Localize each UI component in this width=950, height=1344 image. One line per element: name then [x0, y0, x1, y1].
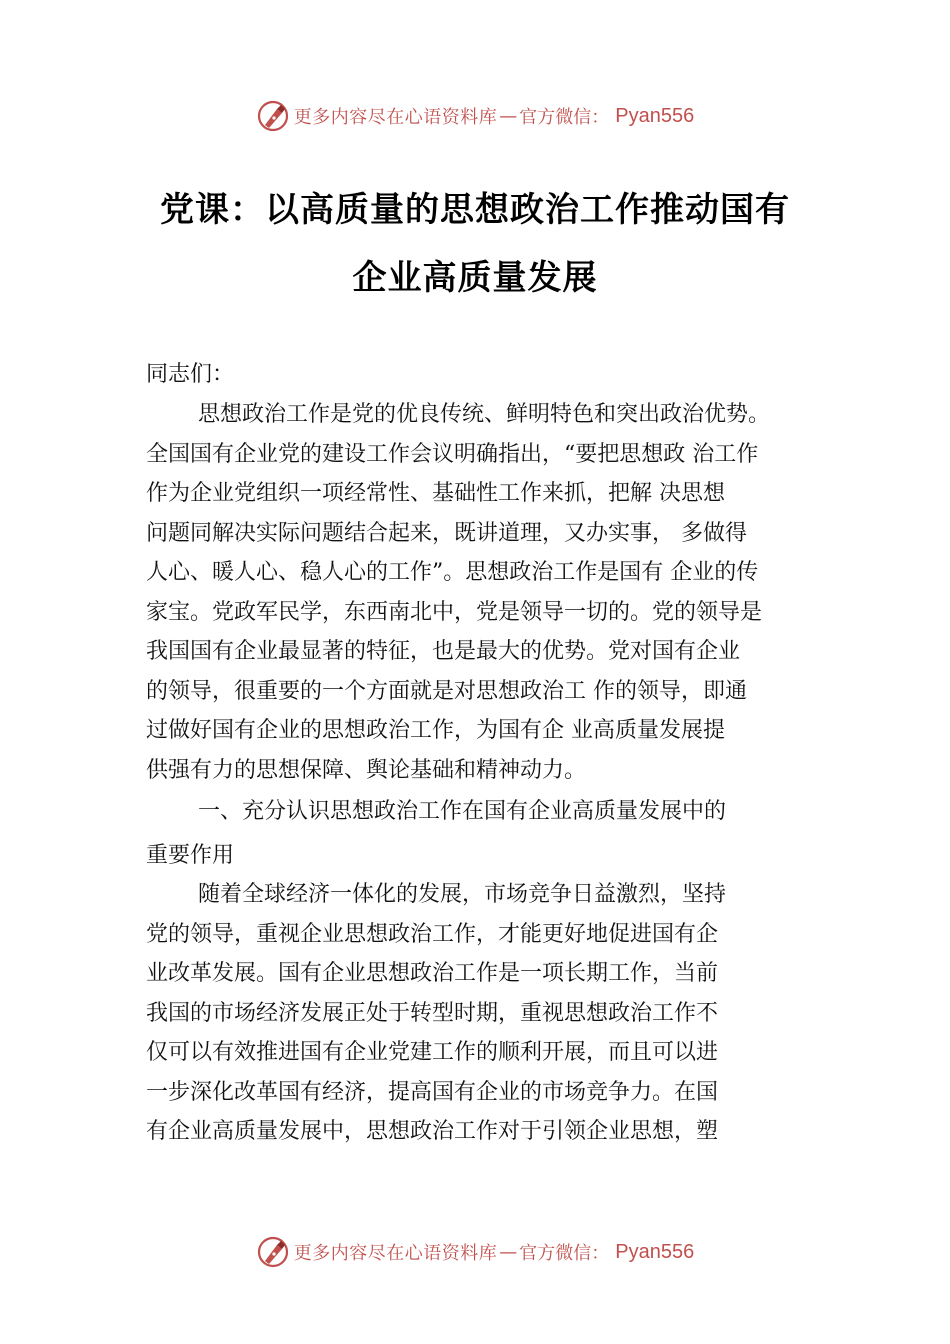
paragraph-line: 过做好国有企业的思想政治工作，为国有企 业高质量发展提 — [146, 718, 725, 743]
paragraph-line: 党的领导，重视企业思想政治工作，才能更好地促进国有企 — [146, 921, 719, 947]
paragraph-line: 随着全球经济一体化的发展，市场竞争日益激烈，坚持 — [198, 882, 727, 907]
banner-wechat-label: 官方微信 — [519, 107, 592, 128]
banner-wechat-id: Pyan556 — [615, 104, 695, 127]
fountain-pen-logo-icon — [256, 1235, 290, 1269]
salutation — [146, 355, 836, 395]
footer-banner — [0, 1232, 950, 1272]
banner-separator: — — [499, 1241, 518, 1263]
section-heading-1 — [146, 792, 836, 875]
banner-colon: ： — [591, 107, 610, 128]
paragraph-line: 家宝。党政军民学，东西南北中，党是领导一切的。党的领导是 — [146, 599, 763, 625]
banner-wechat-id: Pyan556 — [615, 1240, 695, 1263]
paragraph-line: 供强有力的思想保障、舆论基础和精神动力。 — [146, 757, 587, 783]
paragraph-line: 一步深化改革国有经济，提高国有企业的市场竞争力。在国 — [146, 1079, 719, 1105]
banner-colon: ： — [591, 1243, 610, 1264]
paragraph-line: 全国国有企业党的建设工作会议明确指出，“要把思想政 治工作 — [146, 441, 759, 467]
paragraph-line: 仅可以有效推进国有企业党建工作的顺利开展，而且可以进 — [146, 1040, 719, 1065]
paragraph-line: 有企业高质量发展中，思想政治工作对于引领企业思想，塑 — [146, 1119, 719, 1144]
banner-separator: — — [499, 105, 518, 127]
paragraph-line: 我国的市场经济发展正处于转型时期，重视思想政治工作不 — [146, 1000, 719, 1026]
paragraph-line: 我国国有企业最显著的特征，也是最大的优势。党对国有企业 — [146, 639, 741, 664]
salutation-text: 同志们： — [146, 362, 235, 387]
document-title-line-2: 企业高质量发展 — [352, 258, 598, 298]
paragraph-line: 的领导，很重要的一个方面就是对思想政治工 作的领导，即通 — [146, 678, 747, 704]
banner-brand: 更多内容尽在心语资料库 — [293, 107, 498, 128]
paragraph-line: 问题同解决实际问题结合起来，既讲道理，又办实事， 多做得 — [146, 520, 747, 546]
heading-line: 重要作用 — [146, 842, 235, 868]
paragraph-1 — [146, 395, 836, 790]
banner-brand: 更多内容尽在心语资料库 — [293, 1243, 498, 1264]
fountain-pen-logo-icon — [256, 99, 290, 133]
paragraph-2 — [146, 875, 836, 1152]
header-banner — [0, 96, 950, 136]
paragraph-line: 人心、暖人心、稳人心的工作”。思想政治工作是国有 企业的传 — [146, 560, 759, 585]
paragraph-line: 作为企业党组织一项经常性、基础性工作来抓，把解 决思想 — [146, 481, 725, 506]
heading-line: 一、充分认识思想政治工作在国有企业高质量发展中的 — [198, 799, 727, 824]
document-title-line-1: 党课：以高质量的思想政治工作推动国有 — [160, 190, 790, 230]
paragraph-line: 业改革发展。国有企业思想政治工作是一项长期工作，当前 — [146, 961, 719, 986]
paragraph-line: 思想政治工作是党的优良传统、鲜明特色和突出政治优势。 — [198, 402, 771, 427]
banner-wechat-label: 官方微信 — [519, 1243, 592, 1264]
